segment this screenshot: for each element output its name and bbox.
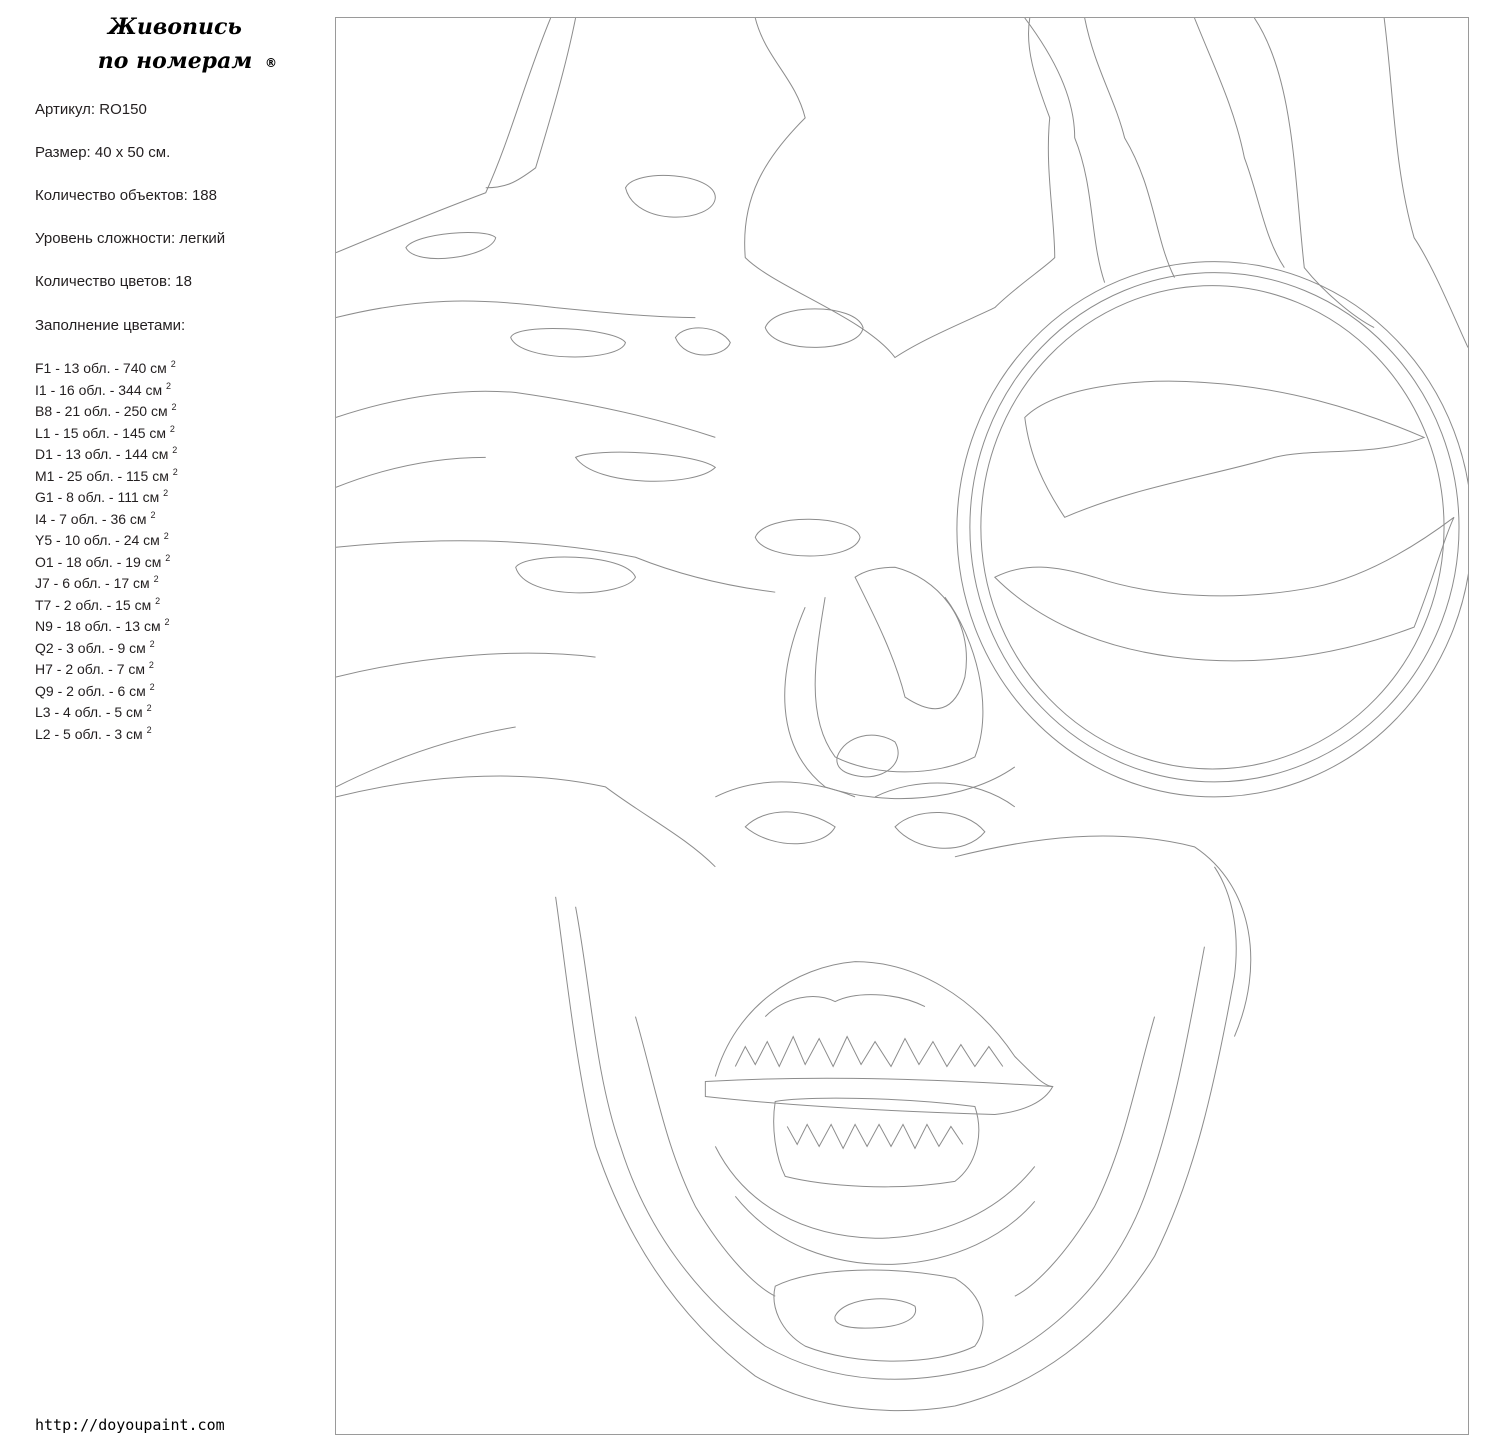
article-text: Артикул: RO150: [35, 101, 147, 118]
color-fill-item: T7 - 2 обл. - 15 см $^2$: [35, 595, 161, 613]
objects-count-text: Количество объектов: 188: [35, 187, 217, 204]
color-fill-item: L1 - 15 обл. - 145 см $^2$: [35, 423, 175, 441]
brand-logo: [60, 10, 290, 78]
color-fill-item: D1 - 13 обл. - 144 см $^2$: [35, 445, 178, 462]
color-fill-item: H7 - 2 обл. - 7 см $^2$: [35, 660, 154, 677]
color-fill-item: M1 - 25 обл. - 115 см $^2$: [35, 466, 178, 484]
face-outline-drawing: [336, 18, 1468, 1434]
registered-mark: ®: [265, 56, 277, 70]
color-fill-item: I4 - 7 обл. - 36 см $^2$: [35, 509, 156, 527]
color-fill-list: [35, 358, 178, 745]
colors-count-text: Количество цветов: 18: [35, 273, 192, 290]
color-fill-item: G1 - 8 обл. - 111 см $^2$: [35, 488, 169, 505]
color-fill-item: Y5 - 10 обл. - 24 см $^2$: [35, 531, 169, 548]
coloring-canvas: [335, 17, 1469, 1435]
color-fill-item: Q9 - 2 обл. - 6 см $^2$: [35, 681, 155, 699]
color-fill-item: F1 - 13 обл. - 740 см $^2$: [35, 359, 176, 376]
brand-line-1: Живопись: [108, 14, 242, 40]
difficulty-text: Уровень сложности: легкий: [35, 230, 226, 247]
color-fill-item: J7 - 6 обл. - 17 см $^2$: [35, 574, 159, 591]
color-fill-item: Q2 - 3 обл. - 9 см $^2$: [35, 638, 155, 656]
fill-header: Заполнение цветами:: [35, 317, 186, 334]
color-fill-item: B8 - 21 обл. - 250 см $^2$: [35, 402, 177, 419]
website-link[interactable]: http://doyoupaint.com: [35, 1416, 225, 1434]
color-fill-item: O1 - 18 обл. - 19 см $^2$: [35, 552, 171, 570]
size-text: Размер: 40 х 50 см.: [35, 144, 171, 161]
color-fill-item: L2 - 5 обл. - 3 см $^2$: [35, 724, 152, 742]
color-fill-item: I1 - 16 обл. - 344 см $^2$: [35, 380, 172, 398]
color-fill-item: L3 - 4 обл. - 5 см $^2$: [35, 703, 152, 720]
brand-line-2: по номерам: [97, 48, 253, 74]
color-fill-item: N9 - 18 обл. - 13 см $^2$: [35, 617, 170, 634]
